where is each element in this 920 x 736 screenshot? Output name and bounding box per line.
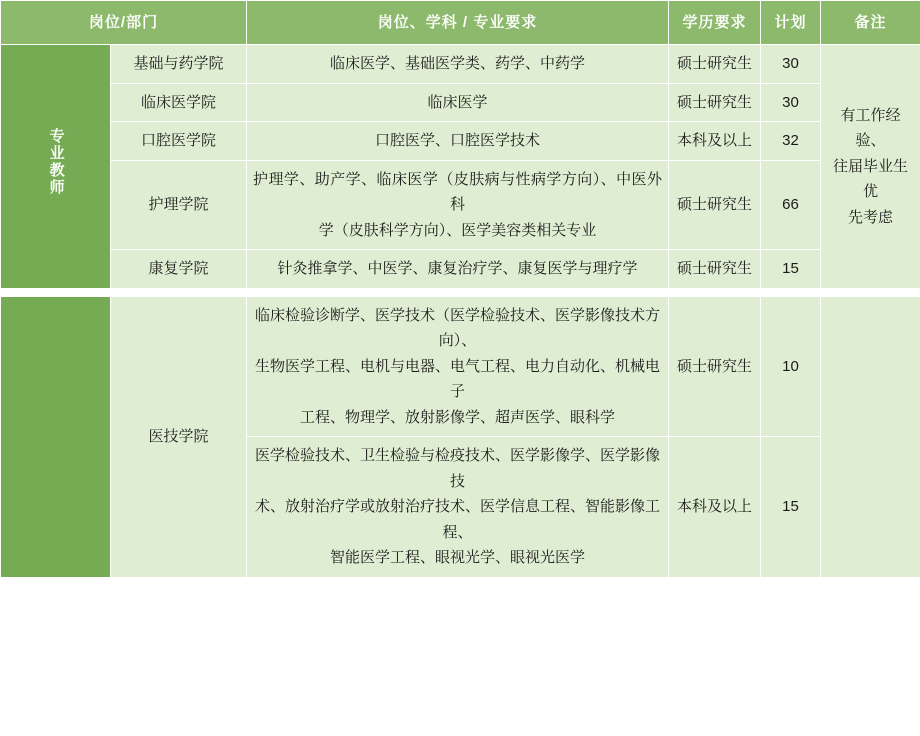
plan-cell: 66 — [761, 160, 821, 250]
education-cell: 硕士研究生 — [669, 250, 761, 289]
table-row — [1, 45, 920, 84]
plan-cell: 30 — [761, 45, 821, 84]
department-cell: 口腔医学院 — [111, 122, 247, 161]
education-cell: 硕士研究生 — [669, 83, 761, 122]
plan-cell: 15 — [761, 437, 821, 578]
requirement-cell — [247, 296, 669, 437]
education-cell: 本科及以上 — [669, 437, 761, 578]
header-note: 备注 — [821, 1, 920, 45]
department-cell: 护理学院 — [111, 160, 247, 250]
department-cell: 康复学院 — [111, 250, 247, 289]
table-row — [1, 250, 920, 289]
requirement-line: 口腔医学、口腔医学技术 — [375, 132, 541, 149]
education-cell: 硕士研究生 — [669, 45, 761, 84]
department-cell: 基础与药学院 — [111, 45, 247, 84]
requirement-line: 护理学、助产学、临床医学（皮肤病与性病学方向）、中医外科 — [253, 170, 663, 213]
note-line: 往届毕业生优 — [833, 157, 909, 200]
table-row — [1, 83, 920, 122]
requirement-line: 学（皮肤科学方向）、医学美容类相关专业 — [318, 221, 597, 239]
header-education: 学历要求 — [669, 1, 761, 45]
requirement-cell — [247, 122, 669, 161]
requirement-line: 工程、物理学、放射影像学、超声医学、眼科学 — [300, 408, 616, 426]
table-row — [1, 122, 920, 161]
requirement-cell — [247, 160, 669, 250]
requirement-cell — [247, 250, 669, 289]
requirement-cell — [247, 45, 669, 84]
post-category-cell — [1, 45, 111, 289]
plan-cell: 32 — [761, 122, 821, 161]
row-separator — [1, 288, 920, 296]
table-row — [1, 296, 920, 437]
header-plan: 计划 — [761, 1, 821, 45]
education-cell: 硕士研究生 — [669, 296, 761, 437]
note-line: 有工作经验、 — [840, 106, 901, 149]
table-header — [1, 1, 920, 45]
requirement-cell — [247, 83, 669, 122]
post-category-cell — [1, 296, 111, 577]
table-body — [1, 45, 920, 578]
department-cell: 医技学院 — [111, 296, 247, 577]
header-requirements: 岗位、学科 / 专业要求 — [247, 1, 669, 45]
note-line: 先考虑 — [848, 208, 894, 226]
requirement-line: 临床医学 — [427, 93, 488, 111]
requirement-line: 临床医学、基础医学类、药学、中药学 — [330, 55, 586, 72]
table-row — [1, 160, 920, 250]
header-post-dept: 岗位/部门 — [1, 1, 247, 45]
plan-cell: 30 — [761, 83, 821, 122]
header-row — [1, 1, 920, 45]
requirement-line: 生物医学工程、电机与电器、电气工程、电力自动化、机械电子 — [255, 357, 661, 400]
requirement-line: 临床检验诊断学、医学技术（医学检验技术、医学影像技术方向）、 — [255, 306, 661, 349]
education-cell: 本科及以上 — [669, 122, 761, 161]
note-cell — [821, 296, 920, 577]
requirement-line: 针灸推拿学、中医学、康复治疗学、康复医学与理疗学 — [277, 260, 638, 277]
note-cell — [821, 45, 920, 289]
requirement-line: 智能医学工程、眼视光学、眼视光医学 — [330, 549, 586, 566]
department-cell: 临床医学院 — [111, 83, 247, 122]
plan-cell: 15 — [761, 250, 821, 289]
requirement-cell — [247, 437, 669, 578]
requirement-line: 术、放射治疗学或放射治疗技术、医学信息工程、智能影像工程、 — [255, 498, 661, 541]
requirement-line: 医学检验技术、卫生检验与检疫技术、医学影像学、医学影像技 — [255, 447, 661, 490]
education-cell: 硕士研究生 — [669, 160, 761, 250]
row-separator-cell — [1, 288, 920, 296]
post-category-label: 专业教师 — [47, 128, 65, 196]
plan-cell: 10 — [761, 296, 821, 437]
